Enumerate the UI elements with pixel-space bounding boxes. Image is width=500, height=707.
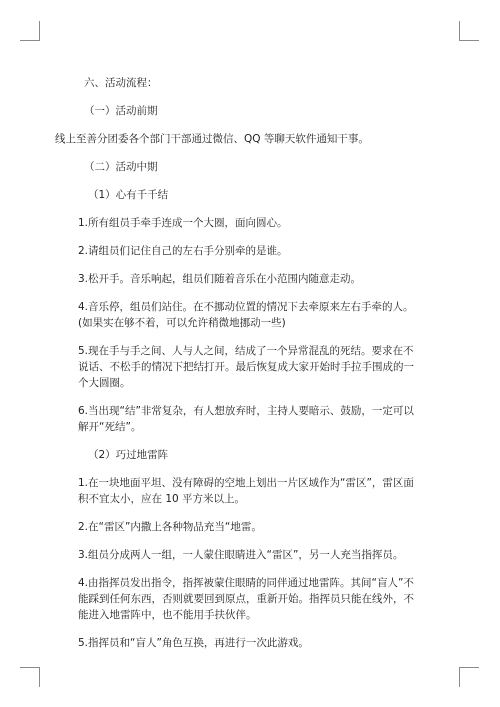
crop-mark-top-left-v: [39, 21, 40, 41]
game2-step: 1.在一块地面平坦、没有障碍的空地上划出一片区域作为“雷区”，雷区面积不宜太小，应在 10 平方米以上。: [78, 477, 414, 505]
game1-step-text: 4.音乐停，组员们站住。在不挪动位置的情况下去牵原来左右手牵的人。(如果实在够不着，可以允许稍微地挪动一些): [78, 301, 414, 329]
game1-step: 2.请组员们记住自己的左右手分别牵的是谁。: [78, 245, 288, 257]
crop-mark-bottom-right-h: [459, 667, 479, 668]
game2-step: 2.在“雷区”内撒上各种物品充当“地雷。: [78, 521, 262, 533]
game1-step: [78, 299, 421, 331]
document-body: [55, 75, 421, 651]
crop-mark-top-right-v: [459, 21, 460, 41]
section-heading: 六、活动流程：: [84, 77, 158, 89]
game1-step: 6.当出现“结”非常复杂，有人想放弃时，主持人要暗示、鼓励，一定可以解开“死结”。: [78, 405, 414, 433]
crop-mark-bottom-right-v: [459, 667, 460, 687]
pre-paragraph: 线上至善分团委各个部门干部通过微信、QQ 等聊天软件通知干事。: [55, 133, 369, 145]
crop-mark-bottom-left-h: [20, 667, 40, 668]
game2-title: （2）巧过地雷阵: [88, 449, 169, 461]
subheading-pre: （一）活动前期: [84, 105, 158, 117]
game2-step: 5.指挥员和“盲人”角色互换，再进行一次此游戏。: [78, 637, 309, 649]
crop-mark-top-right-h: [459, 40, 479, 41]
game2-step: 3.组员分成两人一组，一人蒙住眼睛进入“雷区”，另一人充当指挥员。: [78, 549, 404, 561]
crop-mark-bottom-left-v: [39, 667, 40, 687]
game1-title: （1）心有千千结: [88, 189, 169, 201]
game1-step: 3.松开手。音乐响起，组员们随着音乐在小范围内随意走动。: [78, 273, 362, 285]
game1-step: 5.现在手与手之间、人与人之间，结成了一个异常混乱的死结。要求在不说话、不松手的情况下把结打开。最后恢复成大家开始时手拉手围成的一个大圆圈。: [78, 345, 414, 389]
game2-step: 4.由指挥员发出指令，指挥被蒙住眼睛的同伴通过地雷阵。其间“盲人”不能踩到任何东西，否则就要回到原点，重新开始。指挥员只能在线外，不能进入地雷阵中，也不能用手扶伙伴。: [78, 577, 414, 621]
crop-mark-top-left-h: [20, 40, 40, 41]
subheading-mid: （二）活动中期: [84, 161, 158, 173]
game1-step: 1.所有组员手牵手连成一个大圈，面向圆心。: [78, 217, 288, 229]
